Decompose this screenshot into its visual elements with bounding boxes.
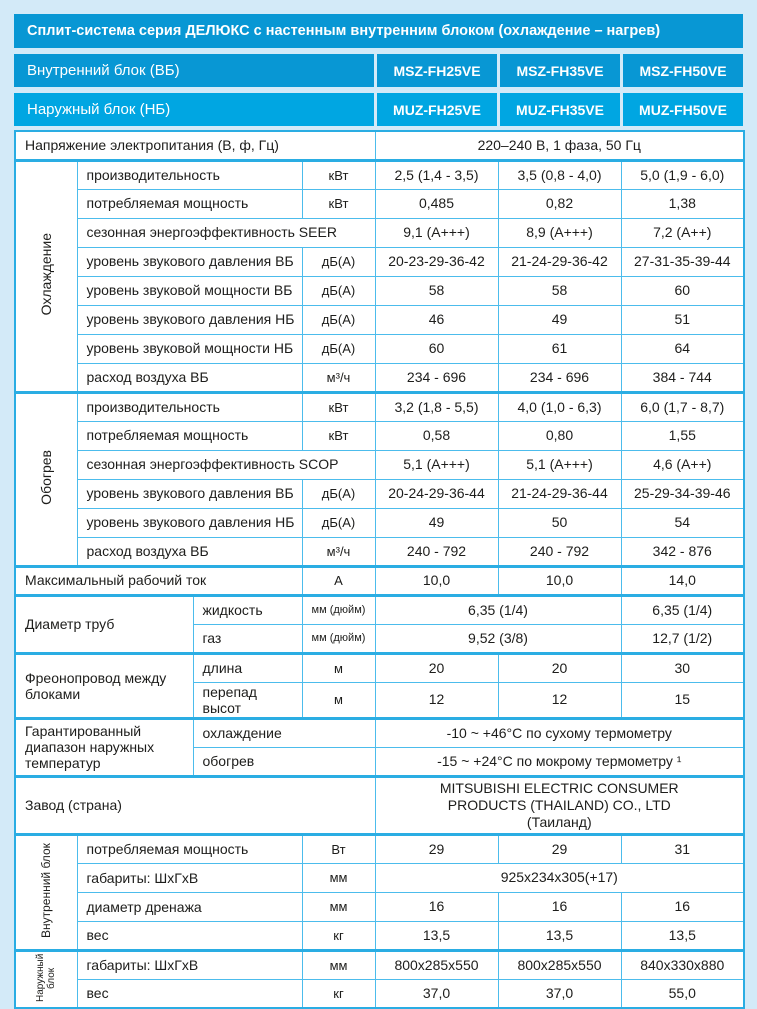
value-cell: 64 xyxy=(621,334,744,363)
indoor-model-cell: MSZ-FH25VE xyxy=(377,54,497,87)
value-cell: 55,0 xyxy=(621,979,744,1008)
value-cell: 9,1 (A+++) xyxy=(375,218,498,247)
table-row xyxy=(15,276,744,305)
value-cell: 8,9 (A+++) xyxy=(498,218,621,247)
table-row xyxy=(15,537,744,566)
value-cell: 0,80 xyxy=(498,421,621,450)
value-cell: 0,58 xyxy=(375,421,498,450)
parameter-cell: уровень звуковой мощности НБ xyxy=(77,334,302,363)
unit-cell: мм (дюйм) xyxy=(302,624,375,653)
value-cell: 14,0 xyxy=(621,566,744,595)
parameter-cell: уровень звукового давления ВБ xyxy=(77,247,302,276)
unit-cell: дБ(А) xyxy=(302,305,375,334)
value-cell: 37,0 xyxy=(498,979,621,1008)
table-row xyxy=(15,247,744,276)
sub-parameter-cell: длина xyxy=(193,653,302,682)
value-cell: 58 xyxy=(498,276,621,305)
value-cell: 13,5 xyxy=(375,921,498,950)
value-cell: 12 xyxy=(375,682,498,718)
row-label-cell: Завод (страна) xyxy=(15,776,375,834)
sub-parameter-cell: газ xyxy=(193,624,302,653)
value-cell: 50 xyxy=(498,508,621,537)
value-cell: 27-31-35-39-44 xyxy=(621,247,744,276)
section-label-text: Внутренний блок xyxy=(38,843,53,939)
spec-table xyxy=(14,130,745,1009)
value-cell: 13,5 xyxy=(621,921,744,950)
row-label-cell: Гарантированный диапазон наружных температур xyxy=(15,718,193,776)
unit-cell: кВт xyxy=(302,189,375,218)
parameter-cell: потребляемая мощность xyxy=(77,421,302,450)
parameter-cell: расход воздуха ВБ xyxy=(77,363,302,392)
value-cell: 840x330x880 xyxy=(621,950,744,979)
value-cell: 51 xyxy=(621,305,744,334)
value-cell: 16 xyxy=(498,892,621,921)
table-row xyxy=(15,718,744,747)
value-cell: 20-23-29-36-42 xyxy=(375,247,498,276)
unit-cell: мм xyxy=(302,892,375,921)
value-cell: 2,5 (1,4 - 3,5) xyxy=(375,160,498,189)
value-cell: 925x234x305(+17) xyxy=(375,863,744,892)
value-cell: 20 xyxy=(498,653,621,682)
value-cell: 6,35 (1/4) xyxy=(621,595,744,624)
value-cell: 342 - 876 xyxy=(621,537,744,566)
value-cell: 49 xyxy=(375,508,498,537)
parameter-cell: производительность xyxy=(77,160,302,189)
parameter-cell: сезонная энергоэффективность SCOP xyxy=(77,450,375,479)
outdoor-model-cell: MUZ-FH35VE xyxy=(500,93,620,126)
page-title: Сплит-система серия ДЕЛЮКС с настенным внутренним блоком (охлаждение – нагрев) xyxy=(14,14,743,48)
table-row xyxy=(15,189,744,218)
section-label-cell xyxy=(15,950,77,1008)
row-label-cell: Диаметр труб xyxy=(15,595,193,653)
parameter-cell: производительность xyxy=(77,392,302,421)
value-cell: 31 xyxy=(621,834,744,863)
table-row xyxy=(15,776,744,834)
value-cell: 20-24-29-36-44 xyxy=(375,479,498,508)
value-cell: 7,2 (A++) xyxy=(621,218,744,247)
value-cell: 54 xyxy=(621,508,744,537)
value-cell: 30 xyxy=(621,653,744,682)
value-cell: 21-24-29-36-42 xyxy=(498,247,621,276)
value-cell: 46 xyxy=(375,305,498,334)
value-cell: 5,0 (1,9 - 6,0) xyxy=(621,160,744,189)
unit-cell: м xyxy=(302,653,375,682)
unit-cell: м³/ч xyxy=(302,363,375,392)
parameter-cell: уровень звукового давления ВБ xyxy=(77,479,302,508)
unit-cell: м³/ч xyxy=(302,537,375,566)
unit-cell: мм xyxy=(302,950,375,979)
value-cell: 12 xyxy=(498,682,621,718)
unit-cell: дБ(А) xyxy=(302,276,375,305)
table-row xyxy=(15,334,744,363)
unit-cell: кг xyxy=(302,979,375,1008)
value-cell: 21-24-29-36-44 xyxy=(498,479,621,508)
value-cell: 240 - 792 xyxy=(498,537,621,566)
value-cell: 5,1 (A+++) xyxy=(498,450,621,479)
value-cell: -15 ~ +24°С по мокрому термометру ¹ xyxy=(375,747,744,776)
value-cell: 800x285x550 xyxy=(375,950,498,979)
section-label-text: Обогрев xyxy=(37,450,54,505)
table-row xyxy=(15,131,744,160)
parameter-cell: расход воздуха ВБ xyxy=(77,537,302,566)
parameter-cell: уровень звукового давления НБ xyxy=(77,508,302,537)
unit-cell: дБ(А) xyxy=(302,334,375,363)
value-cell: 12,7 (1/2) xyxy=(621,624,744,653)
parameter-cell: сезонная энергоэффективность SEER xyxy=(77,218,375,247)
parameter-cell: габариты: ШхГхВ xyxy=(77,950,302,979)
value-cell: 220–240 В, 1 фаза, 50 Гц xyxy=(375,131,744,160)
parameter-cell: вес xyxy=(77,979,302,1008)
unit-cell: дБ(А) xyxy=(302,479,375,508)
value-cell: 4,0 (1,0 - 6,3) xyxy=(498,392,621,421)
row-label-cell: Максимальный рабочий ток xyxy=(15,566,302,595)
value-cell: 3,2 (1,8 - 5,5) xyxy=(375,392,498,421)
indoor-unit-header-row xyxy=(14,54,743,87)
table-row xyxy=(15,566,744,595)
table-row xyxy=(15,421,744,450)
table-row xyxy=(15,834,744,863)
value-cell: 800x285x550 xyxy=(498,950,621,979)
table-row xyxy=(15,921,744,950)
parameter-cell: потребляемая мощность xyxy=(77,189,302,218)
value-cell: 4,6 (A++) xyxy=(621,450,744,479)
sub-parameter-cell: охлаждение xyxy=(193,718,375,747)
table-row xyxy=(15,892,744,921)
parameter-cell: вес xyxy=(77,921,302,950)
table-row xyxy=(15,653,744,682)
value-cell: 25-29-34-39-46 xyxy=(621,479,744,508)
value-cell: 6,0 (1,7 - 8,7) xyxy=(621,392,744,421)
spec-table-body xyxy=(15,131,744,1008)
value-cell: 13,5 xyxy=(498,921,621,950)
sub-parameter-cell: жидкость xyxy=(193,595,302,624)
value-cell: 60 xyxy=(621,276,744,305)
unit-cell: дБ(А) xyxy=(302,508,375,537)
row-label-cell: Напряжение электропитания (В, ф, Гц) xyxy=(15,131,375,160)
table-row xyxy=(15,305,744,334)
unit-cell: кг xyxy=(302,921,375,950)
indoor-unit-label: Внутренний блок (ВБ) xyxy=(14,54,374,87)
value-cell: 5,1 (A+++) xyxy=(375,450,498,479)
table-row xyxy=(15,950,744,979)
table-row xyxy=(15,218,744,247)
value-cell: 29 xyxy=(498,834,621,863)
value-cell: 61 xyxy=(498,334,621,363)
unit-cell: м xyxy=(302,682,375,718)
parameter-cell: уровень звуковой мощности ВБ xyxy=(77,276,302,305)
sub-parameter-cell: обогрев xyxy=(193,747,375,776)
outdoor-model-cell: MUZ-FH25VE xyxy=(377,93,497,126)
value-cell: 37,0 xyxy=(375,979,498,1008)
parameter-cell: диаметр дренажа xyxy=(77,892,302,921)
outdoor-model-cell: MUZ-FH50VE xyxy=(623,93,743,126)
value-cell: 20 xyxy=(375,653,498,682)
table-row xyxy=(15,160,744,189)
value-cell: 9,52 (3/8) xyxy=(375,624,621,653)
section-label-text: Охлаждение xyxy=(37,233,54,316)
unit-cell: кВт xyxy=(302,160,375,189)
unit-cell: Вт xyxy=(302,834,375,863)
value-cell: 10,0 xyxy=(375,566,498,595)
row-label-cell: Фреонопровод между блоками xyxy=(15,653,193,718)
section-label-cell xyxy=(15,160,77,392)
outdoor-unit-header-row xyxy=(14,93,743,126)
value-cell: 16 xyxy=(375,892,498,921)
unit-cell: А xyxy=(302,566,375,595)
table-row xyxy=(15,508,744,537)
value-cell: -10 ~ +46°С по сухому термометру xyxy=(375,718,744,747)
unit-cell: мм xyxy=(302,863,375,892)
value-cell: MITSUBISHI ELECTRIC CONSUMER PRODUCTS (THAILAND) CO., LTD (Таиланд) xyxy=(375,776,744,834)
value-cell: 16 xyxy=(621,892,744,921)
unit-cell: дБ(А) xyxy=(302,247,375,276)
value-cell: 1,38 xyxy=(621,189,744,218)
value-cell: 29 xyxy=(375,834,498,863)
value-cell: 1,55 xyxy=(621,421,744,450)
parameter-cell: уровень звукового давления НБ xyxy=(77,305,302,334)
value-cell: 58 xyxy=(375,276,498,305)
value-cell: 49 xyxy=(498,305,621,334)
table-row xyxy=(15,595,744,624)
table-row xyxy=(15,863,744,892)
table-row xyxy=(15,979,744,1008)
outdoor-unit-label: Наружный блок (НБ) xyxy=(14,93,374,126)
table-row xyxy=(15,363,744,392)
table-row xyxy=(15,450,744,479)
unit-cell: кВт xyxy=(302,421,375,450)
value-cell: 384 - 744 xyxy=(621,363,744,392)
table-row xyxy=(15,392,744,421)
value-cell: 15 xyxy=(621,682,744,718)
parameter-cell: потребляемая мощность xyxy=(77,834,302,863)
value-cell: 240 - 792 xyxy=(375,537,498,566)
section-label-cell xyxy=(15,834,77,950)
value-cell: 6,35 (1/4) xyxy=(375,595,621,624)
section-label-text: Наружный блок xyxy=(35,953,58,1003)
spec-sheet xyxy=(14,14,743,1009)
indoor-model-cell: MSZ-FH35VE xyxy=(500,54,620,87)
unit-cell: мм (дюйм) xyxy=(302,595,375,624)
section-label-cell xyxy=(15,392,77,566)
value-cell: 234 - 696 xyxy=(375,363,498,392)
table-row xyxy=(15,479,744,508)
value-cell: 10,0 xyxy=(498,566,621,595)
value-cell: 234 - 696 xyxy=(498,363,621,392)
unit-cell: кВт xyxy=(302,392,375,421)
value-cell: 0,82 xyxy=(498,189,621,218)
parameter-cell: габариты: ШхГхВ xyxy=(77,863,302,892)
indoor-model-cell: MSZ-FH50VE xyxy=(623,54,743,87)
value-cell: 60 xyxy=(375,334,498,363)
sub-parameter-cell: перепад высот xyxy=(193,682,302,718)
value-cell: 0,485 xyxy=(375,189,498,218)
value-cell: 3,5 (0,8 - 4,0) xyxy=(498,160,621,189)
